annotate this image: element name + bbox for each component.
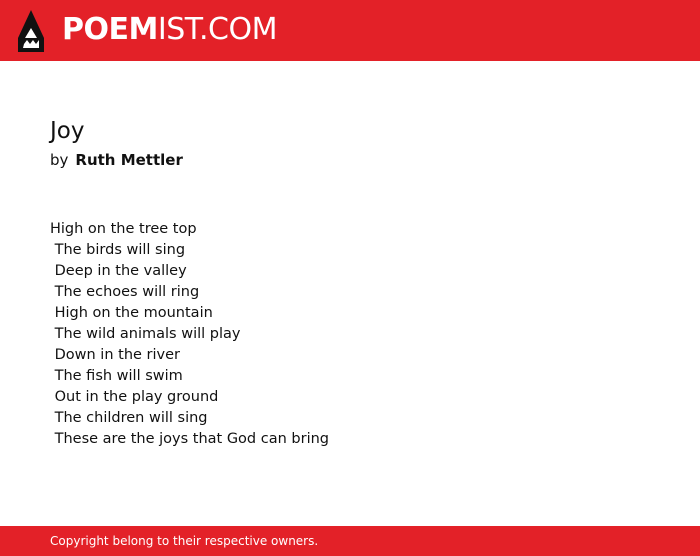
poem-line: Down in the river xyxy=(50,347,180,363)
poem-line: Deep in the valley xyxy=(50,263,187,279)
poem-line: The echoes will ring xyxy=(50,284,200,300)
logo-text-light: IST.COM xyxy=(157,12,277,47)
by-label: by xyxy=(50,151,69,169)
site-footer xyxy=(0,526,700,556)
poem-line: The birds will sing xyxy=(50,242,186,258)
poem-line: The wild animals will play xyxy=(50,326,241,342)
poem-line: The children will sing xyxy=(50,410,208,426)
site-header xyxy=(0,0,700,61)
logo-text-bold: POEM xyxy=(62,12,158,47)
copyright-text: Copyright belong to their respective owners. xyxy=(50,534,319,548)
poem-header xyxy=(50,116,650,171)
byline xyxy=(50,149,650,171)
pencil-icon xyxy=(18,10,44,52)
logo-wordmark xyxy=(62,12,277,48)
poem-line: High on the tree top xyxy=(50,221,197,237)
poem-line: Out in the play ground xyxy=(50,389,219,405)
poem-body xyxy=(50,219,650,450)
author-link[interactable]: Ruth Mettler xyxy=(75,151,183,169)
poem-line: These are the joys that God can bring xyxy=(50,431,329,447)
poem-line: The fish will swim xyxy=(50,368,183,384)
poem-line: High on the mountain xyxy=(50,305,213,321)
poem-title: Joy xyxy=(50,118,85,144)
